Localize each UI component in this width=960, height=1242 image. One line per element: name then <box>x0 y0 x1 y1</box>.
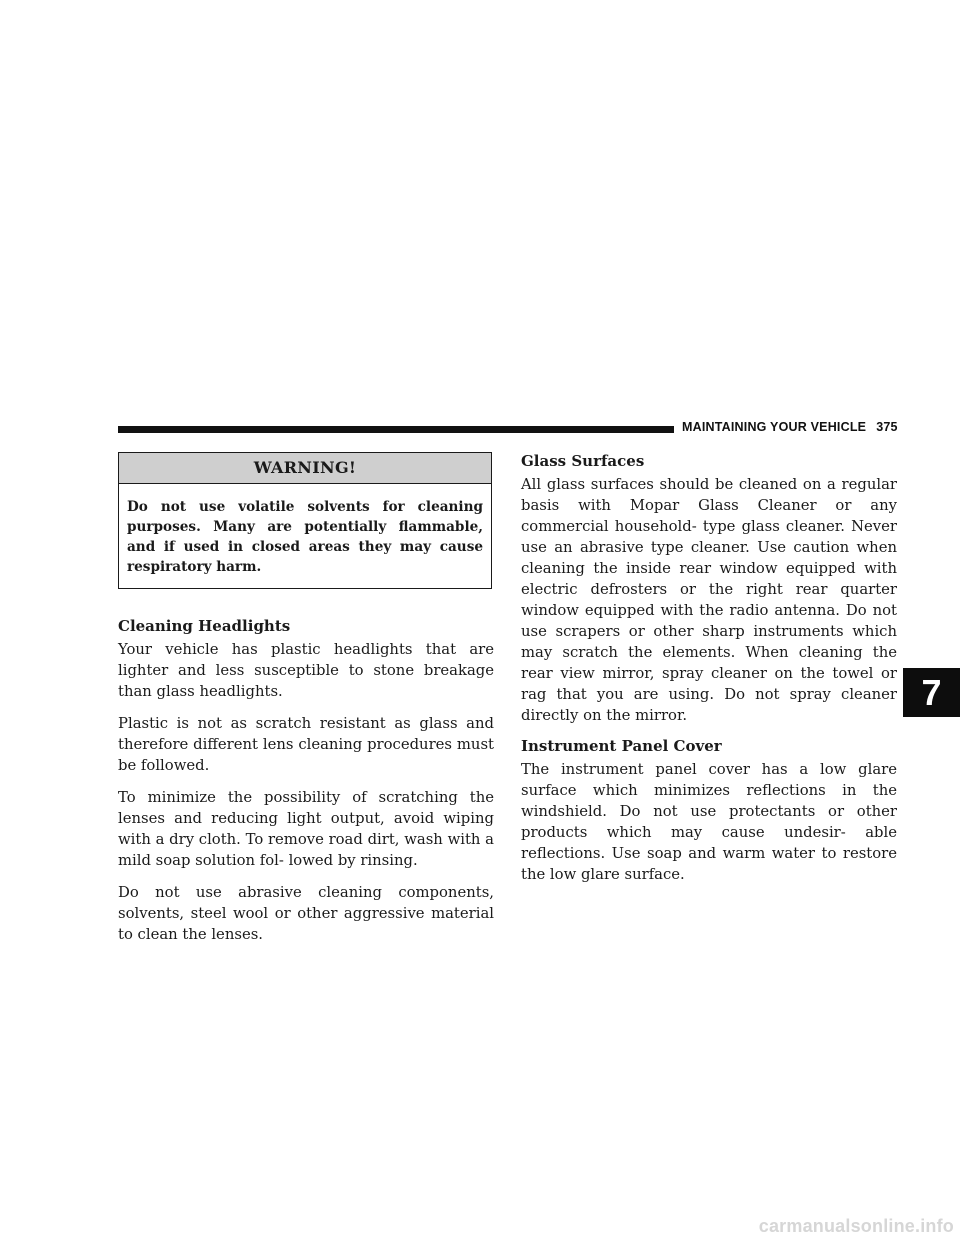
headlights-paragraph-1: Your vehicle has plastic headlights that are lighter and less susceptible to stone breakage than glass headlights. <box>118 641 494 700</box>
headlights-paragraph-4: Do not use abrasive cleaning components, solvents, steel wool or other aggressive material to clean the lenses. <box>118 884 494 943</box>
running-header <box>682 420 898 434</box>
warning-title: WARNING! <box>119 453 491 484</box>
headlights-paragraph-3: To minimize the possibility of scratching the lenses and reducing light output, avoid wiping with a dry cloth. To remove road dirt, wash with a mild soap solution fol- lowed by rinsing. <box>118 789 494 869</box>
right-column <box>521 452 897 896</box>
headlights-paragraph-2: Plastic is not as scratch resistant as glass and therefore different lens cleaning procedures must be followed. <box>118 715 494 774</box>
header-section-title: MAINTAINING YOUR VEHICLE <box>682 420 867 434</box>
chapter-tab: 7 <box>903 668 960 717</box>
warning-box <box>118 452 492 589</box>
panel-paragraph: The instrument panel cover has a low glare surface which minimizes reflections in the windshield. Do not use protectants or other products which may cause undesir- able reflections. Use soap and warm water to restore the low glare surface. <box>521 761 897 883</box>
panel-heading: Instrument Panel Cover <box>521 737 722 755</box>
warning-text: Do not use volatile solvents for cleaning purposes. Many are potentially flammable, and if used in closed areas they may cause respiratory harm. <box>127 499 483 575</box>
header-rule <box>118 426 674 433</box>
headlights-heading: Cleaning Headlights <box>118 617 291 635</box>
page-number: 375 <box>876 420 898 434</box>
watermark: carmanualsonline.info <box>758 1216 954 1236</box>
glass-paragraph: All glass surfaces should be cleaned on a regular basis with Mopar Glass Cleaner or any commercial household- type glass cleaner. Never use an abrasive type cleaner. Use caution when cleaning the inside rear window equipped with electric defrosters or the right rear quarter window equipped with the radio antenna. Do not use scrapers or other sharp instruments which may scratch the elements. When cleaning the rear view mirror, spray cleaner on the towel or rag that you are using. Do not spray cleaner directly on the mirror. <box>521 476 897 724</box>
glass-heading: Glass Surfaces <box>521 452 645 470</box>
left-column <box>118 452 494 956</box>
